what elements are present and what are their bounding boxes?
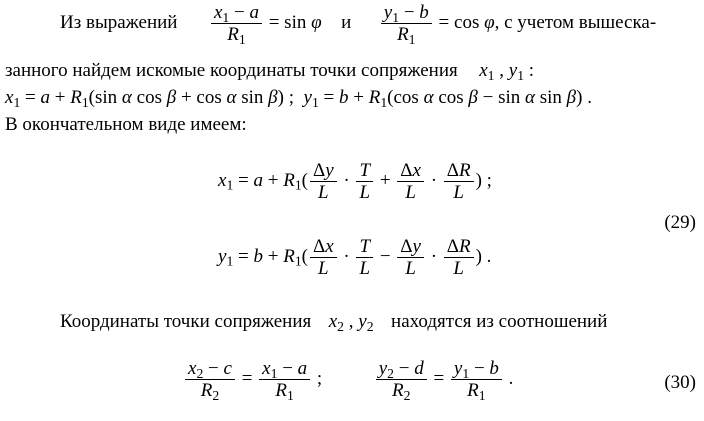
found-from-text: находятся из соотношений: [391, 311, 608, 332]
intro-text-tail: , с учетом вышеска-: [494, 11, 657, 33]
intro-text-line2: занного найдем искомые координаты точки сопряжения: [5, 60, 458, 81]
intro-paragraph-line-1: Из выражений $\frac{x_1 - a}{R_1}$ = sin φ и $\frac{y_1 - b}{R_1}$ = cos φ, с учетом вышеска-: [60, 2, 657, 47]
equation-number-30: (30): [664, 372, 696, 393]
intro-text-start: Из выражений: [60, 11, 178, 33]
intro-paragraph-line-2: занного найдем искомые координаты точки сопряжения $x_1$ , $y_1$ :: [5, 60, 535, 83]
contact-point-2-sentence: Координаты точки сопряжения $x_2$ , $y_2$ находятся из соотношений: [60, 311, 608, 334]
final-form-heading: [5, 114, 247, 136]
fraction-x1-a-over-r1: $\frac{x_1 - a}{R_1}$: [211, 2, 262, 45]
equation-y1: $y_1 = b + R_1$( $\frac{\Delta x}{L}$ · $\frac{T}{L}$ − $\frac{\Delta y}{L}$ · $\frac{\Delta R}{L}$ ) .: [218, 236, 492, 279]
conjunction-and: и: [341, 11, 352, 33]
equation-30: $\frac{x_2 - c}{R_2}$ = $\frac{x_1 - a}{R_1}$ ; $\frac{y_2 - d}{R_2}$ = $\frac{y_1 - b}{R_1}$ .: [183, 358, 513, 401]
final-form-text: В окончательном виде имеем:: [5, 114, 247, 135]
equation-number-29: (29): [664, 212, 696, 233]
fraction-y1-b-over-r1: $\frac{y_1 - b}{R_1}$: [381, 2, 432, 45]
equation-x1: $x_1 = a + R_1$( $\frac{\Delta y}{L}$ · $\frac{T}{L}$ + $\frac{\Delta x}{L}$ · $\frac{\Delta R}{L}$ ) ;: [218, 160, 492, 203]
coordinate-formulas-line: $x_1 = a + R_1(\sin$ α cos β + cos α sin β) ; $y_1 = b + R_1(\cos$ α cos β − sin α sin β) .: [5, 87, 592, 110]
contact-point-2-text: Координаты точки сопряжения: [60, 311, 312, 332]
